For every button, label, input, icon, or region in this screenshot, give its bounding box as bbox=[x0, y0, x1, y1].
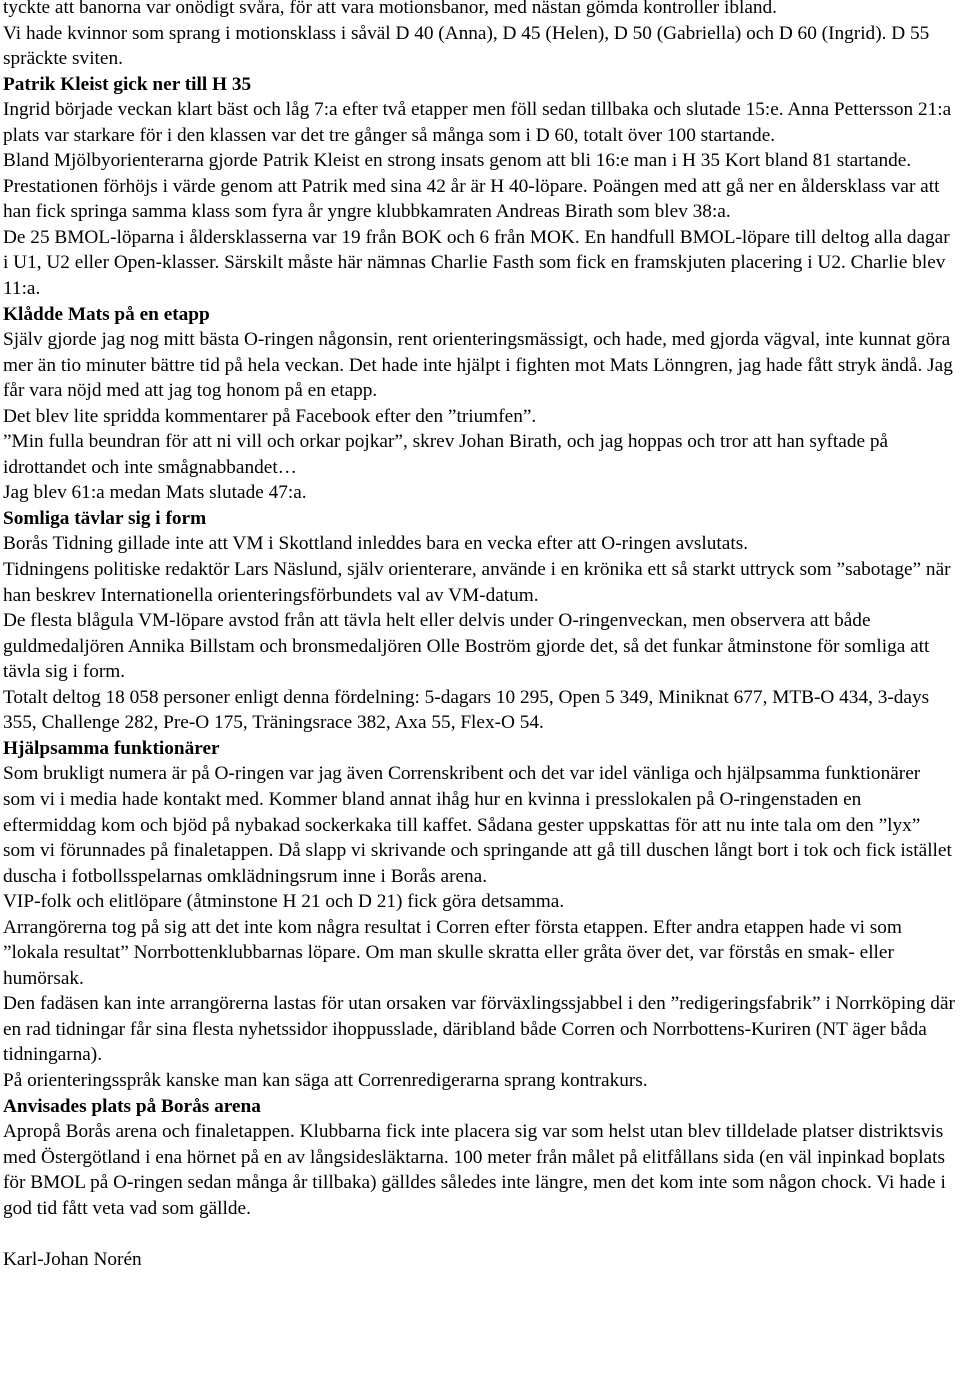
paragraph: De flesta blågula VM-löpare avstod från att tävla helt eller delvis under O-ringenveckan, men observera att både guldmedaljören Annika Billstam och bronsmedaljören Olle Boström gjorde det, så det funkar åtminstone för somliga att tävla sig i form. bbox=[3, 610, 930, 683]
paragraph: Själv gjorde jag nog mitt bästa O-ringen någonsin, rent orienteringsmässigt, och hade, med gjorda vägval, inte kunnat göra mer än tio minuter bättre tid på hela veckan. Det hade inte hjälpt i fighten mot Mats Lönngren, jag hade fått stryk ändå. Jag får vara nöjd med att jag tog honom på en etapp. bbox=[3, 329, 953, 402]
paragraph: Den fadäsen kan inte arrangörerna lastas för utan orsaken var förväxlingssjabbel i den ”redigeringsfabrik” i Norrköping där en rad tidningar får sina flesta nyhetssidor ihoppusslade, däribland både Corren och Norrbottens-Kuriren (NT äger båda tidningarna). bbox=[3, 993, 955, 1066]
paragraph: ”Min fulla beundran för att ni vill och orkar pojkar”, skrev Johan Birath, och jag hoppas och tror att han syftade på idrottandet och inte smågnabbandet… bbox=[3, 431, 889, 478]
paragraph: Apropå Borås arena och finaletappen. Klubbarna fick inte placera sig var som helst utan blev tilldelade platser distriktsvis med Östergötland i ena hörnet på en av långsidesläktarna. 100 meter från målet på elitfållans sida (en väl inpinkad boplats för BMOL på O-ringen sedan många år tillbaka) gälldes således inte längre, men det kom inte som någon chock. Vi hade i god tid fått veta vad som gällde. bbox=[3, 1121, 946, 1219]
paragraph: Borås Tidning gillade inte att VM i Skottland inleddes bara en vecka efter att O-ringen avslutats. bbox=[3, 533, 749, 555]
section-heading: Somliga tävlar sig i form bbox=[3, 507, 207, 529]
paragraph: Ingrid började veckan klart bäst och låg 7:a efter två etapper men föll sedan tillbaka och slutade 15:e. Anna Pettersson 21:a plats var starkare för i den klassen var det tre gånger så många som i D 60, totalt över 100 startande. bbox=[3, 99, 952, 146]
paragraph: tyckte att banorna var onödigt svåra, för att vara motionsbanor, med nästan gömda kontroller ibland. bbox=[3, 0, 777, 18]
paragraph: Bland Mjölbyorienterarna gjorde Patrik Kleist en strong insats genom att bli 16:e man i H 35 Kort bland 81 startande. bbox=[3, 150, 912, 172]
section-heading: Patrik Kleist gick ner till H 35 bbox=[3, 73, 252, 95]
paragraph: VIP-folk och elitlöpare (åtminstone H 21 och D 21) fick göra detsamma. bbox=[3, 891, 565, 913]
paragraph: Jag blev 61:a medan Mats slutade 47:a. bbox=[3, 482, 307, 504]
paragraph: Det blev lite spridda kommentarer på Facebook efter den ”triumfen”. bbox=[3, 405, 537, 427]
section-heading: Klådde Mats på en etapp bbox=[3, 303, 210, 325]
section-heading: Anvisades plats på Borås arena bbox=[3, 1095, 261, 1117]
paragraph: Tidningens politiske redaktör Lars Näslund, själv orienterare, använde i en krönika ett så starkt uttryck som ”sabotage” när han beskrev Internationella orienteringsförbundets val av VM-datum. bbox=[3, 559, 951, 606]
paragraph: Prestationen förhöjs i värde genom att Patrik med sina 42 år är H 40-löpare. Poängen med att gå ner en åldersklass var att han fick springa samma klass som fyra år yngre klubbkamraten Andreas Birath som blev 38:a. bbox=[3, 175, 940, 223]
paragraph: På orienteringsspråk kanske man kan säga att Correnredigerarna sprang kontrakurs. bbox=[3, 1069, 648, 1091]
paragraph: Karl-Johan Norén bbox=[3, 1248, 142, 1270]
paragraph: De 25 BMOL-löparna i åldersklasserna var 19 från BOK och 6 från MOK. En handfull BMOL-löpare till deltog alla dagar i U1, U2 eller Open-klasser. Särskilt måste här nämnas Charlie Fasth som fick en framskjuten placering i U2. Charlie blev 11:a. bbox=[3, 226, 950, 300]
article-body bbox=[3, 0, 955, 1272]
paragraph: Totalt deltog 18 058 personer enligt denna fördelning: 5-dagars 10 295, Open 5 349, Miniknat 677, MTB-O 434, 3-days 355, Challenge 282, Pre-O 175, Träningsrace 382, Axa 55, Flex-O 54. bbox=[3, 686, 930, 734]
paragraph: Som brukligt numera är på O-ringen var jag även Correnskribent och det var idel vänliga och hjälpsamma funktionärer som vi i media hade kontakt med. Kommer bland annat ihåg hur en kvinna i presslokalen på O-ringenstaden en eftermiddag kom och bjöd på nybakad sockerkaka till kaffet. Sådana gester uppskattas för att nu inte tala om den ”lyx” som vi förunnades på finaletappen. Då slapp vi skrivande och springande att gå till duschen långt bort i tok och fick istället duscha i fotbollsspelarnas omklädningsrum inne i Borås arena. bbox=[3, 763, 952, 887]
section-heading: Hjälpsamma funktionärer bbox=[3, 737, 220, 759]
paragraph: Vi hade kvinnor som sprang i motionsklass i såväl D 40 (Anna), D 45 (Helen), D 50 (Gabriella) och D 60 (Ingrid). D 55 spräckte sviten. bbox=[3, 22, 930, 70]
blank-line bbox=[3, 1221, 955, 1247]
paragraph: Arrangörerna tog på sig att det inte kom några resultat i Corren efter första etappen. Efter andra etappen hade vi som ”lokala resultat” Norrbottenklubbarnas löpare. Om man skulle skratta eller gråta över det, var förstås en smak- eller humörsak. bbox=[3, 916, 902, 989]
